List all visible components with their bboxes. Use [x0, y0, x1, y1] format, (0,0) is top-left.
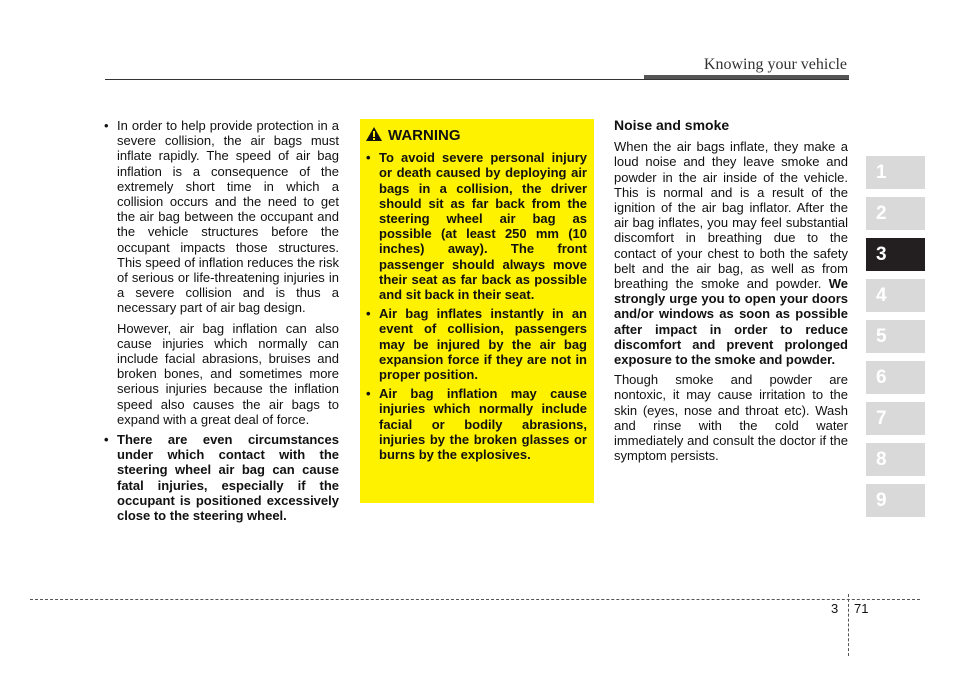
right-column — [614, 118, 848, 468]
warning-item-text: Air bag inflates instantly in an event of collision, passengers may be injured by the air bag expansion force if they are not in proper position. — [379, 306, 587, 383]
chapter-tab-8[interactable]: 8 — [866, 443, 925, 476]
warning-item — [366, 386, 587, 462]
warning-box — [360, 119, 594, 503]
header-rule — [105, 79, 849, 80]
bullet-icon: • — [366, 306, 371, 322]
warning-triangle-icon — [366, 127, 382, 144]
chapter-tab-9[interactable]: 9 — [866, 484, 925, 517]
warning-item-text: To avoid severe personal injury or death caused by deploying air bags in a collision, the driver should sit as far back from the steering wheel air bag as possible (at least 250 mm (10 inches) away). The front passenger should always move their seat as far back as possible and sit back in their seat. — [379, 150, 587, 303]
page-chapter: 3 — [831, 601, 839, 616]
paragraph: However, air bag inflation can also cause injuries which normally can include facial abrasions, bruises and broken bones, and sometimes more serious injuries because the inflation speed also causes the air bags to expand with a great deal of force. — [117, 320, 339, 427]
subsection-title: Noise and smoke — [614, 117, 730, 133]
bullet-text: In order to help provide protection in a severe collision, the air bags must inflate rapidly. The speed of air bag inflation is a consequence of the extremely short time in which a collision occurs and the need to get the air bag between the occupant and the vehicle structures before the occupant impacts those structures. This speed of inflation reduces the risk of serious or life-threatening injuries in a severe collision and is thus a necessary part of air bag design. — [117, 118, 339, 316]
page-number: 71 — [854, 601, 869, 616]
list-item — [104, 432, 339, 523]
paragraph: Though smoke and powder are nontoxic, it may cause irritation to the skin (eyes, nose and throat etc). Wash and rinse with the cold water immediately and consult the doctor if the symptom persists. — [614, 372, 848, 464]
chapter-tab-1[interactable]: 1 — [866, 156, 925, 189]
warning-heading — [366, 127, 587, 144]
list-item — [104, 118, 339, 316]
bullet-icon: • — [104, 118, 109, 133]
chapter-tab-7[interactable]: 7 — [866, 402, 925, 435]
chapter-tab-3[interactable]: 3 — [866, 238, 925, 271]
section-title: Knowing your vehicle — [703, 56, 847, 73]
footer-rule — [30, 599, 920, 600]
left-column — [104, 118, 339, 528]
warning-item-text: Air bag inflation may cause injuries which normally include facial or bodily abrasions, injuries by the broken glasses or burns by the explosives. — [379, 386, 587, 463]
warning-item — [366, 150, 587, 302]
chapter-tab-5[interactable]: 5 — [866, 320, 925, 353]
bullet-icon: • — [366, 386, 371, 402]
paragraph — [614, 139, 848, 367]
chapter-tab-4[interactable]: 4 — [866, 279, 925, 312]
paragraph-text: When the air bags inflate, they make a loud noise and they leave smoke and powder in the air inside of the vehicle. This is normal and is a result of the ignition of the air bag inflator. After the air bag inflates, you may feel substantial discomfort in breathing due to the contact of your chest to both the safety belt and the air bag, as well as from breathing the smoke and powder. — [614, 139, 848, 292]
bullet-icon: • — [104, 432, 109, 448]
bullet-icon: • — [366, 150, 371, 166]
paragraph-emphasis: We strongly urge you to open your doors and/or windows as soon as possible after impact in order to reduce discomfort and prevent prolonged exposure to the smoke and powder. — [614, 276, 848, 368]
bullet-text: There are even circumstances under which contact with the steering wheel air bag can cause fatal injuries, especially if the occupant is positioned excessively close to the steering wheel. — [117, 432, 339, 524]
chapter-tabs — [866, 156, 925, 525]
chapter-tab-6[interactable]: 6 — [866, 361, 925, 394]
warning-title: WARNING — [388, 127, 461, 144]
footer-divider — [848, 594, 849, 656]
chapter-tab-2[interactable]: 2 — [866, 197, 925, 230]
warning-item — [366, 306, 587, 382]
